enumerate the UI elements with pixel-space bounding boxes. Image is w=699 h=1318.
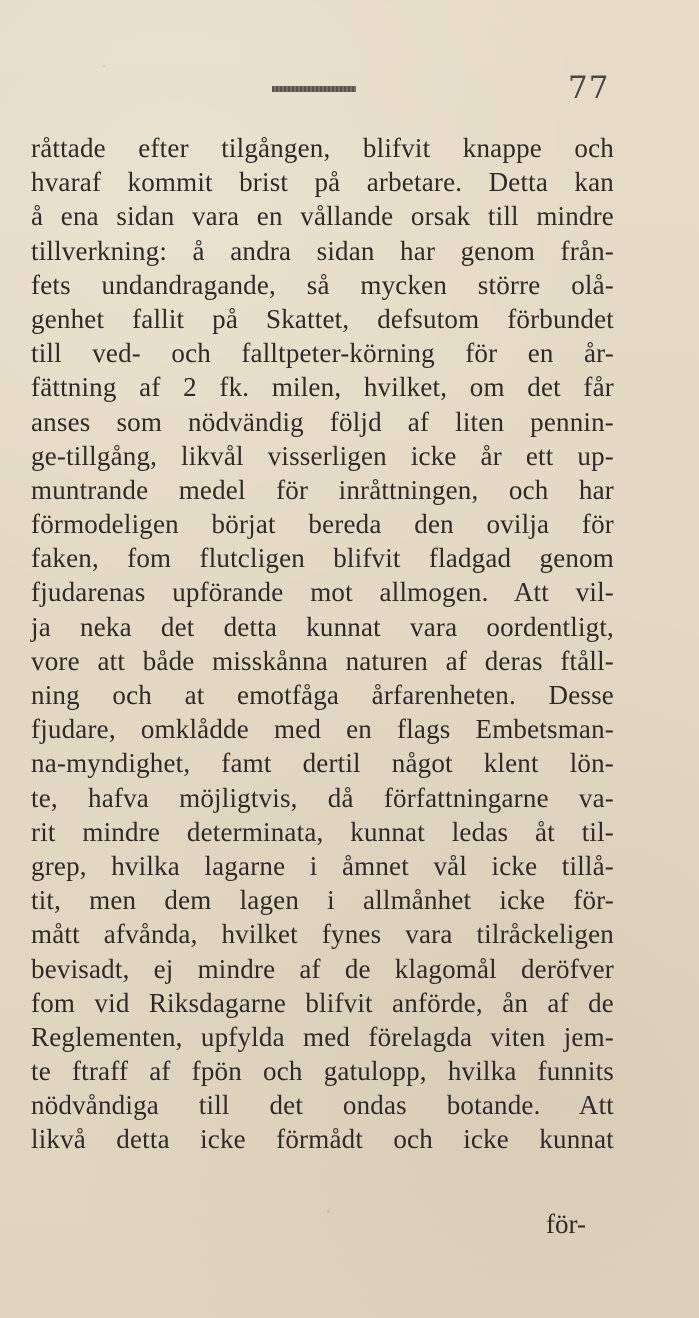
text-line: faken, fom flutcligen blifvit fladgad genom [31,543,614,574]
text-line: genhet fallit på Skattet, defsutom förbundet [31,303,614,334]
text-line: ge-tillgång, likvål visserligen icke år ett up- [31,440,614,471]
text-line: vore att både misskånna naturen af deras ftåll- [31,645,614,676]
text-line: hvaraf kommit brist på arbetare. Detta kan [31,167,614,198]
text-line: fjudarenas upförande mot allmogen. Att vil- [31,577,614,608]
text-line: fjudare, omklådde med en flags Embetsman- [31,714,614,745]
text-line: grep, hvilka lagarne i åmnet vål icke tillå- [31,850,614,881]
text-line: fets undandragande, så mycken större olå- [31,269,614,300]
catchword: för- [546,1209,586,1239]
text-line: fättning af 2 fk. milen, hvilket, om det får [31,372,614,403]
text-line: muntrande medel för inråttningen, och har [31,474,614,505]
text-line: na-myndighet, famt dertil något klent lön- [31,748,614,779]
paper-speck [327,1210,330,1213]
text-line: råttade efter tilgången, blifvit knappe och [31,133,614,163]
text-line: rit mindre determinata, kunnat ledas åt til- [31,816,614,847]
text-line: anses som nödvändig följd af liten pennin- [31,406,614,437]
text-line: te, hafva möjligtvis, då författningarne va- [31,782,614,813]
text-line: å ena sidan vara en vållande orsak till mindre [31,201,614,232]
text-line: fom vid Riksdagarne blifvit anförde, ån af de [31,987,614,1018]
page-number: 77 [568,70,610,106]
page-text [31,131,614,1157]
text-line: tillverkning: å andra sidan har genom från- [31,235,614,266]
header-ornament [272,86,356,92]
text-line: tit, men dem lagen i allmånhet icke för- [31,885,614,916]
text-line: likvå detta icke förmådt och icke kunnat [31,1124,614,1155]
text-line: te ftraff af fpön och gatulopp, hvilka funnits [31,1056,614,1087]
text-line: till ved- och falltpeter-körning för en år- [31,338,614,369]
text-line: ning och at emotfåga årfarenheten. Desse [31,680,614,710]
paper-speck [103,65,105,67]
text-line: Reglementen, upfylda med förelagda viten jem- [31,1021,614,1052]
text-line: ja neka det detta kunnat vara oordentligt, [31,611,614,642]
text-line: bevisadt, ej mindre af de klagomål deröfver [31,953,614,984]
text-line: mått afvånda, hvilket fynes vara tilråckeligen [31,919,614,950]
text-line: förmodeligen börjat bereda den ovilja för [31,509,614,540]
text-line: nödvåndiga till det ondas botande. Att [31,1090,614,1121]
